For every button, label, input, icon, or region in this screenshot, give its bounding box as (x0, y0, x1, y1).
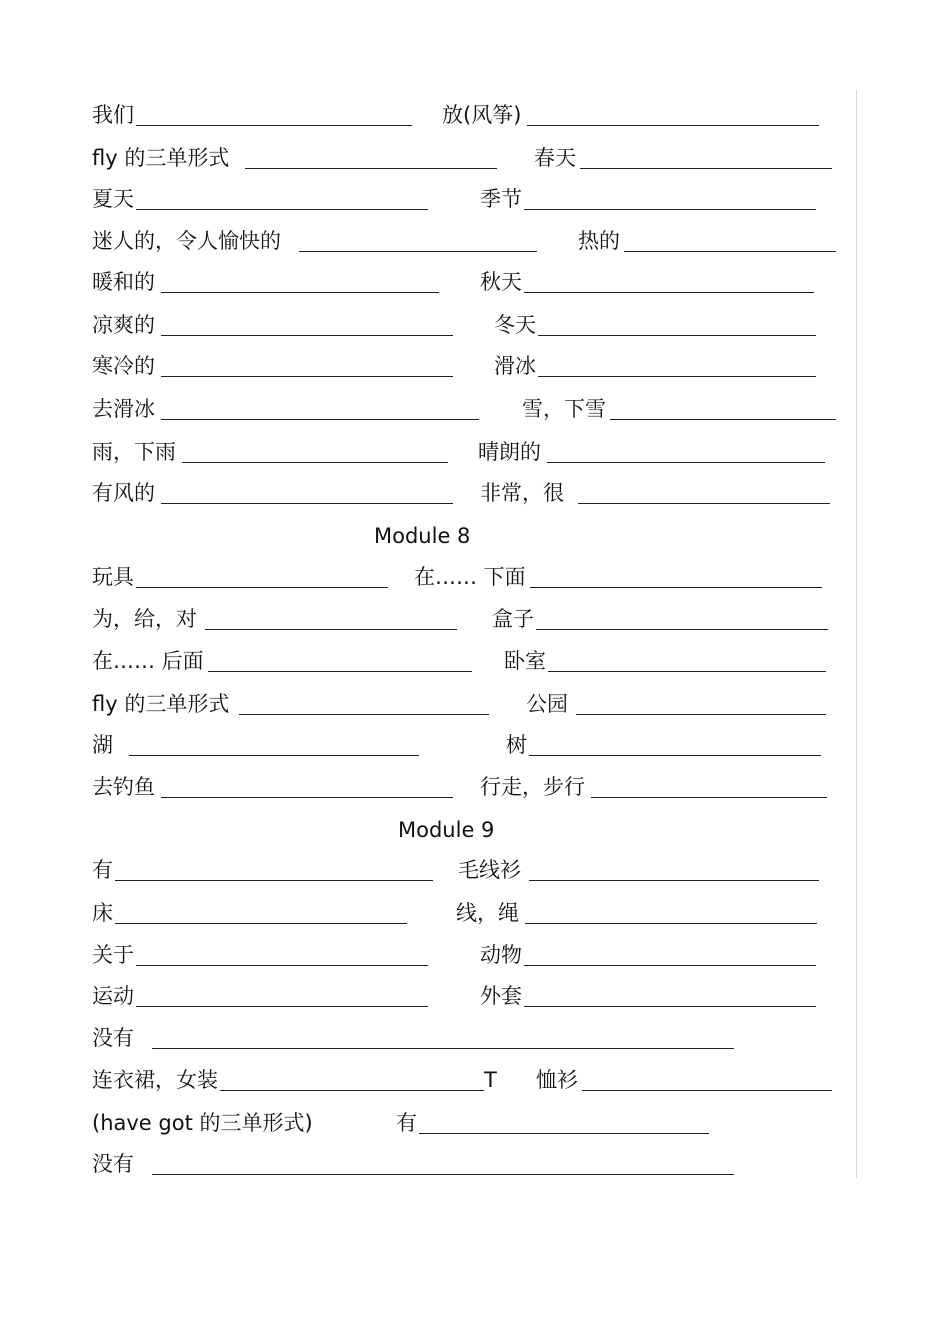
vocab-right (442, 98, 819, 132)
vocab-right (396, 1106, 709, 1140)
vocab-right (480, 476, 830, 510)
vocab-right (534, 141, 832, 175)
vocab-row (92, 392, 852, 426)
answer-blank[interactable] (529, 856, 819, 881)
vocab-label: 线，绳 (456, 901, 519, 925)
vocab-left (92, 896, 407, 930)
vocab-right (458, 853, 819, 887)
vocab-row (92, 98, 852, 132)
vocab-label: fly 的三单形式 (92, 692, 230, 716)
vocab-label: 连衣裙，女装 (92, 1068, 218, 1092)
vocab-right (578, 224, 836, 258)
vocab-right (414, 560, 822, 594)
vocab-label: 迷人的，令人愉快的 (92, 229, 281, 253)
answer-blank[interactable] (161, 395, 479, 420)
vocab-label: (have got 的三单形式) (92, 1111, 313, 1135)
answer-blank[interactable] (582, 1066, 832, 1091)
vocab-right (494, 349, 816, 383)
vocab-left (92, 602, 457, 636)
vocab-right (492, 602, 828, 636)
vocab-label: 季节 (480, 187, 522, 211)
vocab-label: 去钓鱼 (92, 775, 155, 799)
vocab-right (522, 392, 836, 426)
vocab-label: 盒子 (492, 607, 534, 631)
vocab-label: 运动 (92, 984, 134, 1008)
vocab-label: 关于 (92, 943, 134, 967)
vocab-label: 春天 (534, 146, 576, 170)
vocab-row (92, 560, 852, 594)
answer-blank[interactable] (161, 311, 453, 336)
vocab-right (478, 435, 825, 469)
vocab-label: fly 的三单形式 (92, 146, 230, 170)
vocab-left (92, 1021, 734, 1055)
answer-blank[interactable] (129, 731, 419, 756)
vocab-label-t: T (484, 1068, 497, 1092)
vocab-row (92, 1147, 852, 1181)
vocab-label: 外套 (480, 984, 522, 1008)
vocab-label: 滑冰 (494, 354, 536, 378)
answer-blank[interactable] (524, 982, 816, 1007)
vocab-label: 公园 (526, 692, 568, 716)
vocab-left (92, 476, 453, 510)
vocab-row (92, 687, 852, 721)
vocab-left (92, 349, 453, 383)
vocab-row (92, 182, 852, 216)
vocab-row (92, 1106, 852, 1140)
vocab-label: 没有 (92, 1152, 134, 1176)
vocab-right (526, 687, 826, 721)
vocab-left (92, 560, 388, 594)
vocab-row (92, 1021, 852, 1055)
vocab-label: 冬天 (494, 313, 536, 337)
vocab-row (92, 141, 852, 175)
answer-blank[interactable] (524, 268, 814, 293)
vocab-left (92, 770, 453, 804)
answer-blank[interactable] (578, 479, 830, 504)
vocab-label: 卧室 (504, 649, 546, 673)
vocab-right (480, 938, 816, 972)
vocab-label: 有 (92, 858, 113, 882)
answer-blank[interactable] (538, 352, 816, 377)
vocab-right (536, 1063, 832, 1097)
answer-blank[interactable] (548, 647, 826, 672)
answer-blank[interactable] (525, 899, 817, 924)
answer-blank[interactable] (161, 773, 453, 798)
vocab-label: 我们 (92, 103, 134, 127)
answer-blank[interactable] (610, 395, 836, 420)
answer-blank[interactable] (580, 144, 832, 169)
answer-blank[interactable] (182, 438, 448, 463)
vocab-row (92, 349, 852, 383)
vocab-left (92, 728, 419, 762)
vocab-left (92, 979, 428, 1013)
answer-blank[interactable] (591, 773, 827, 798)
vocab-left (92, 435, 448, 469)
vocab-row (92, 853, 852, 887)
answer-blank[interactable] (245, 144, 497, 169)
vocab-label: 非常，很 (480, 481, 564, 505)
vocab-label: 湖 (92, 733, 113, 757)
answer-blank[interactable] (530, 563, 822, 588)
answer-blank[interactable] (419, 1109, 709, 1134)
vocab-label: 为，给，对 (92, 607, 197, 631)
vocab-row (92, 435, 852, 469)
answer-blank[interactable] (239, 690, 489, 715)
vocab-label: 在…… 后面 (92, 649, 204, 673)
vocab-left (92, 687, 489, 721)
answer-blank[interactable] (161, 479, 453, 504)
answer-blank[interactable] (529, 731, 821, 756)
vocab-label: 行走，步行 (480, 775, 585, 799)
answer-blank[interactable] (536, 605, 828, 630)
vocab-label: 去滑冰 (92, 397, 155, 421)
vocab-label: 暖和的 (92, 270, 155, 294)
vocab-label: 有风的 (92, 481, 155, 505)
vocab-right (480, 770, 827, 804)
answer-blank[interactable] (161, 352, 453, 377)
vocab-right (480, 182, 816, 216)
vocab-row (92, 770, 852, 804)
answer-blank[interactable] (161, 268, 439, 293)
answer-blank[interactable] (115, 899, 407, 924)
right-margin-rule (856, 90, 857, 1178)
vocab-left (92, 224, 537, 258)
vocab-row (92, 602, 852, 636)
answer-blank[interactable] (547, 438, 825, 463)
answer-blank[interactable] (136, 101, 412, 126)
vocab-left (92, 853, 433, 887)
vocab-label: 动物 (480, 943, 522, 967)
vocab-label: 床 (92, 901, 113, 925)
answer-blank[interactable] (136, 563, 388, 588)
vocab-left (92, 265, 439, 299)
vocab-left (92, 1063, 497, 1097)
vocab-label: 放(风筝) (442, 103, 522, 127)
answer-blank[interactable] (524, 185, 816, 210)
vocab-label: 雪，下雪 (522, 397, 606, 421)
answer-blank[interactable] (220, 1066, 484, 1091)
answer-blank[interactable] (205, 605, 457, 630)
vocab-left (92, 308, 453, 342)
vocab-left (92, 938, 428, 972)
vocab-label: 夏天 (92, 187, 134, 211)
vocab-row (92, 728, 852, 762)
module-9-heading: Module 9 (398, 818, 495, 842)
vocab-right (480, 979, 816, 1013)
vocab-left (92, 644, 472, 678)
answer-blank[interactable] (527, 101, 819, 126)
vocab-label: 玩具 (92, 565, 134, 589)
answer-blank[interactable] (115, 856, 433, 881)
module-8-heading: Module 8 (374, 524, 471, 548)
answer-blank[interactable] (136, 941, 428, 966)
vocab-label: 毛线衫 (458, 858, 521, 882)
vocab-row (92, 644, 852, 678)
vocab-label: 恤衫 (536, 1068, 578, 1092)
answer-blank[interactable] (524, 941, 816, 966)
vocab-left (92, 182, 428, 216)
vocab-label: 凉爽的 (92, 313, 155, 337)
vocab-row (92, 224, 852, 258)
vocab-label: 秋天 (480, 270, 522, 294)
answer-blank[interactable] (576, 690, 826, 715)
answer-blank[interactable] (152, 1024, 734, 1049)
vocab-row (92, 308, 852, 342)
answer-blank[interactable] (152, 1150, 734, 1175)
vocab-row (92, 476, 852, 510)
vocab-label: 热的 (578, 229, 620, 253)
answer-blank[interactable] (136, 185, 428, 210)
vocab-label: 有 (396, 1111, 417, 1135)
vocab-right (494, 308, 816, 342)
vocab-right (506, 728, 821, 762)
vocab-row (92, 1063, 852, 1097)
vocab-row (92, 938, 852, 972)
vocab-left (92, 392, 479, 426)
vocab-row (92, 979, 852, 1013)
vocab-left (92, 1106, 313, 1140)
vocab-label: 树 (506, 733, 527, 757)
answer-blank[interactable] (624, 227, 836, 252)
vocab-label: 没有 (92, 1026, 134, 1050)
vocab-left (92, 98, 412, 132)
vocab-row (92, 896, 852, 930)
vocab-right (480, 265, 814, 299)
vocab-left (92, 1147, 734, 1181)
vocab-label: 在…… 下面 (414, 565, 526, 589)
vocab-label: 寒冷的 (92, 354, 155, 378)
answer-blank[interactable] (208, 647, 472, 672)
vocab-right (456, 896, 817, 930)
vocab-left (92, 141, 497, 175)
vocab-label: 晴朗的 (478, 440, 541, 464)
answer-blank[interactable] (136, 982, 428, 1007)
vocab-row (92, 265, 852, 299)
answer-blank[interactable] (538, 311, 816, 336)
vocab-right (504, 644, 826, 678)
answer-blank[interactable] (299, 227, 537, 252)
vocab-label: 雨，下雨 (92, 440, 176, 464)
